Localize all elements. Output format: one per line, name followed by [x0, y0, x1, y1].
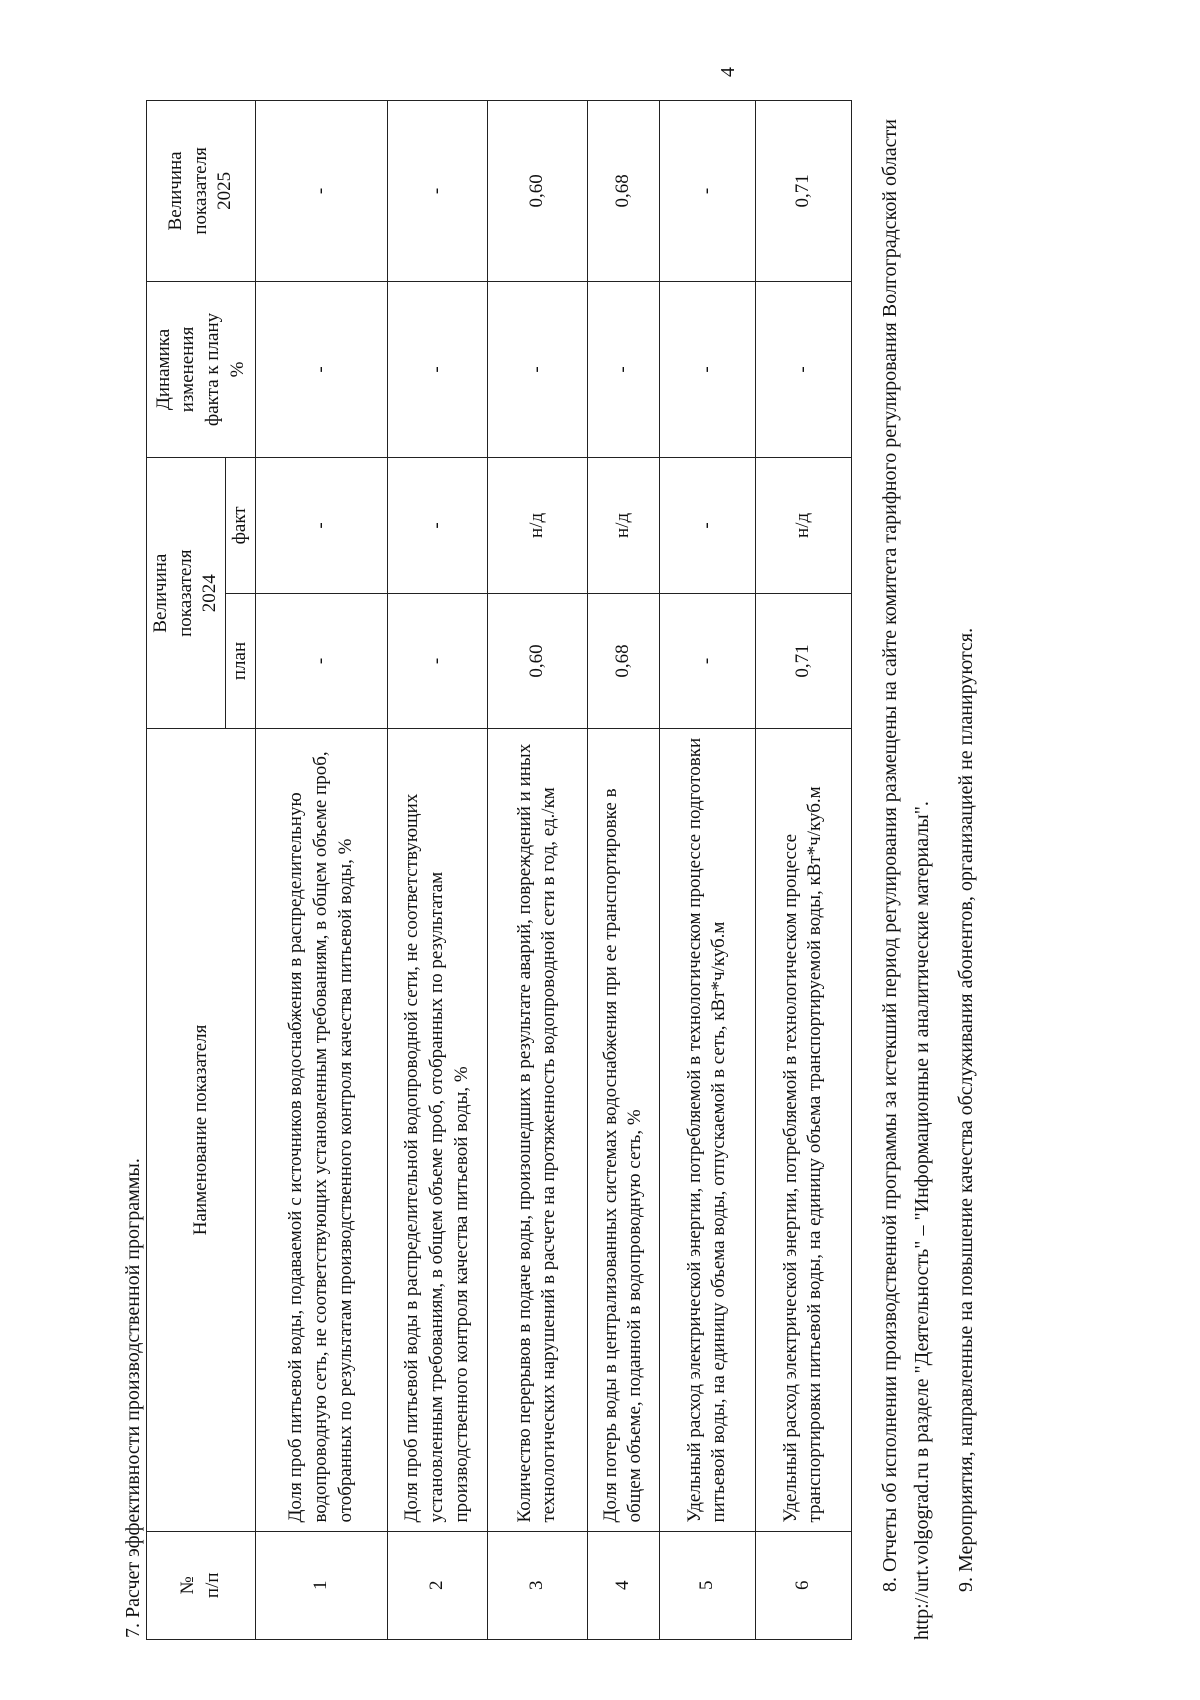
row-fact: н/д [755, 458, 851, 594]
table-row [487, 101, 587, 1640]
row-plan: 0,68 [587, 593, 659, 729]
table-row [387, 101, 487, 1640]
table-row [755, 101, 851, 1640]
row-value-2025: 0,60 [487, 101, 587, 282]
row-name: Количество перерывов в подаче воды, произошедших в результате аварий, повреждений и иных технологических нарушений в расчете на протяженность водопроводной сети в год, ед./км [487, 729, 587, 1531]
row-plan: 0,60 [487, 593, 587, 729]
row-fact: - [255, 458, 387, 594]
header-num: № п/п [147, 1531, 256, 1639]
row-plan: - [387, 593, 487, 729]
rotated-content [120, 100, 977, 1640]
row-dynamics: - [487, 281, 587, 457]
row-name: Доля проб питьевой воды, подаваемой с источников водоснабжения в распределительную водопроводную сеть, не соответствующих установленным требованиям, в общем объеме проб, отобранных по результатам производственного контроля качества питьевой воды, % [255, 729, 387, 1531]
row-plan: 0,71 [755, 593, 851, 729]
table-row [255, 101, 387, 1640]
row-name: Доля потерь воды в централизованных системах водоснабжения при ее транспортировке в общем объеме, поданной в водопроводную сеть, % [587, 729, 659, 1531]
header-dynamics: Динамика изменения факта к плану % [147, 281, 256, 457]
row-value-2025: 0,68 [587, 101, 659, 282]
row-dynamics: - [387, 281, 487, 457]
row-num: 5 [659, 1531, 755, 1639]
row-fact: - [659, 458, 755, 594]
row-num: 3 [487, 1531, 587, 1639]
header-plan: план [226, 593, 256, 729]
row-num: 2 [387, 1531, 487, 1639]
page-number: 4 [716, 67, 739, 77]
row-fact: н/д [487, 458, 587, 594]
table-row [587, 101, 659, 1640]
row-dynamics: - [755, 281, 851, 457]
header-fact: факт [226, 458, 256, 594]
table-row [659, 101, 755, 1640]
header-value-2024: Величина показателя 2024 [147, 458, 226, 729]
row-num: 4 [587, 1531, 659, 1639]
row-name: Доля проб питьевой воды в распределительной водопроводной сети, не соответствующих установленным требованиям, в общем объеме проб, отобранных по результатам производственного контроля качества питьевой воды, % [387, 729, 487, 1531]
paragraph-9: 9. Мероприятия, направленные на повышение качества обслуживания абонентов, организацией не планируются. [954, 627, 977, 1592]
row-dynamics: - [587, 281, 659, 457]
header-value-2025: Величина показателя 2025 [147, 101, 256, 282]
row-plan: - [659, 593, 755, 729]
row-name: Удельный расход электрической энергии, потребляемой в технологическом процессе транспортировки питьевой воды, на единицу объема транспортируемой воды, кВт*ч/куб.м [755, 729, 851, 1531]
row-fact: н/д [587, 458, 659, 594]
row-value-2025: - [255, 101, 387, 282]
header-name: Наименование показателя [147, 729, 256, 1531]
row-fact: - [387, 458, 487, 594]
row-num: 6 [755, 1531, 851, 1639]
row-dynamics: - [255, 281, 387, 457]
efficiency-table [146, 100, 852, 1640]
section-title: 7. Расчет эффективности производственной программы. [122, 1158, 144, 1638]
row-value-2025: - [659, 101, 755, 282]
row-dynamics: - [659, 281, 755, 457]
row-plan: - [255, 593, 387, 729]
row-num: 1 [255, 1531, 387, 1639]
row-name: Удельный расход электрической энергии, потребляемой в технологическом процессе подготовки питьевой воды, на единицу объема воды, отпускаемой в сеть, кВт*ч/куб.м [659, 729, 755, 1531]
row-value-2025: - [387, 101, 487, 282]
paragraph-8: 8. Отчеты об исполнении производственной программы за истекший период регулирования размещены на сайте комитета тарифного регулирования Волгоградской области http://urt.volgograd.ru в разделе "Деятельность" – "Информационные и аналитические материалы". [878, 119, 933, 1640]
row-value-2025: 0,71 [755, 101, 851, 282]
